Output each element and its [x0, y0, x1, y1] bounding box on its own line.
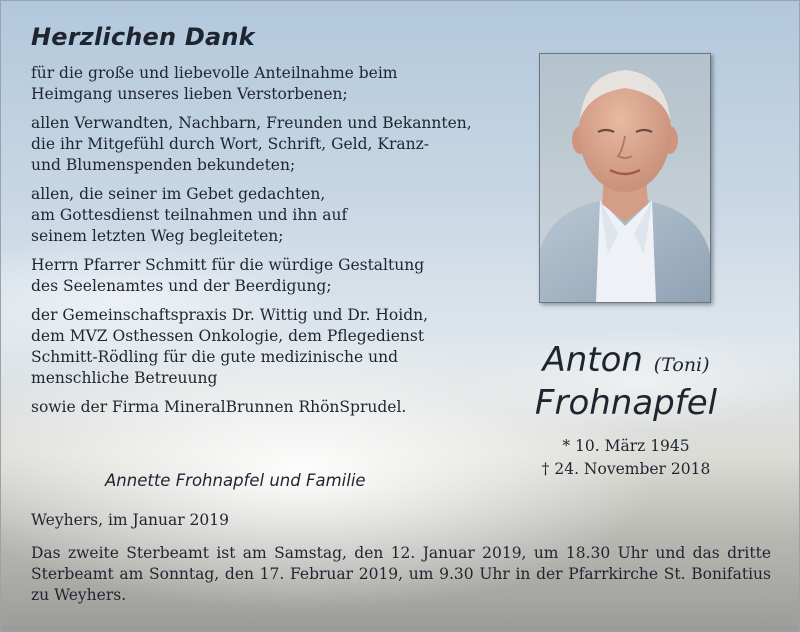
line: am Gottesdienst teilnahmen und ihn auf: [31, 206, 348, 224]
thanks-paragraphs: [31, 63, 501, 426]
paragraph-6: [31, 397, 501, 418]
paragraph-3: [31, 184, 501, 247]
line: seinem letzten Weg begleiteten;: [31, 227, 284, 245]
line: des Seelenamtes und der Beerdigung;: [31, 277, 332, 295]
memorial-service-notice: Das zweite Sterbeamt ist am Samstag, den 12. Januar 2019, um 18.30 Uhr und das dritte Sterbeamt am Sonntag, den 17. Februar 2019, um 9.30 Uhr in der Pfarrkirche St. Bonifatius zu Weyhers.: [31, 544, 771, 604]
death-date: † 24. November 2018: [541, 460, 711, 478]
life-dates: [521, 435, 731, 481]
line: für die große und liebevolle Anteilnahme beim: [31, 64, 398, 82]
line: Schmitt-Rödling für die gute medizinische und: [31, 348, 398, 366]
portrait-photo: [539, 53, 711, 303]
place-date: Weyhers, im Januar 2019: [31, 511, 229, 529]
line: Herrn Pfarrer Schmitt für die würdige Gestaltung: [31, 256, 425, 274]
line: menschliche Betreuung: [31, 369, 218, 387]
nickname: (Toni): [653, 354, 710, 376]
portrait-illustration: [540, 54, 710, 302]
line: dem MVZ Osthessen Onkologie, dem Pflegedienst: [31, 327, 425, 345]
paragraph-5: [31, 305, 501, 389]
line: sowie der Firma MineralBrunnen RhönSprudel.: [31, 398, 407, 416]
paragraph-1: [31, 63, 501, 105]
surname: Frohnapfel: [534, 383, 718, 423]
line: der Gemeinschaftspraxis Dr. Wittig und Dr. Hoidn,: [31, 306, 429, 324]
birth-date: * 10. März 1945: [562, 437, 690, 455]
deceased-name: [521, 341, 731, 422]
first-name: Anton: [542, 340, 643, 380]
heading: Herzlichen Dank: [31, 23, 255, 51]
line: Heimgang unseres lieben Verstorbenen;: [31, 85, 348, 103]
paragraph-4: [31, 255, 501, 297]
first-name-line: [521, 341, 731, 384]
line: allen Verwandten, Nachbarn, Freunden und Bekannten,: [31, 114, 472, 132]
paragraph-2: [31, 113, 501, 176]
line: die ihr Mitgefühl durch Wort, Schrift, Geld, Kranz-: [31, 135, 429, 153]
signature: Annette Frohnapfel und Familie: [105, 471, 366, 490]
line: allen, die seiner im Gebet gedachten,: [31, 185, 326, 203]
line: und Blumenspenden bekundeten;: [31, 156, 296, 174]
